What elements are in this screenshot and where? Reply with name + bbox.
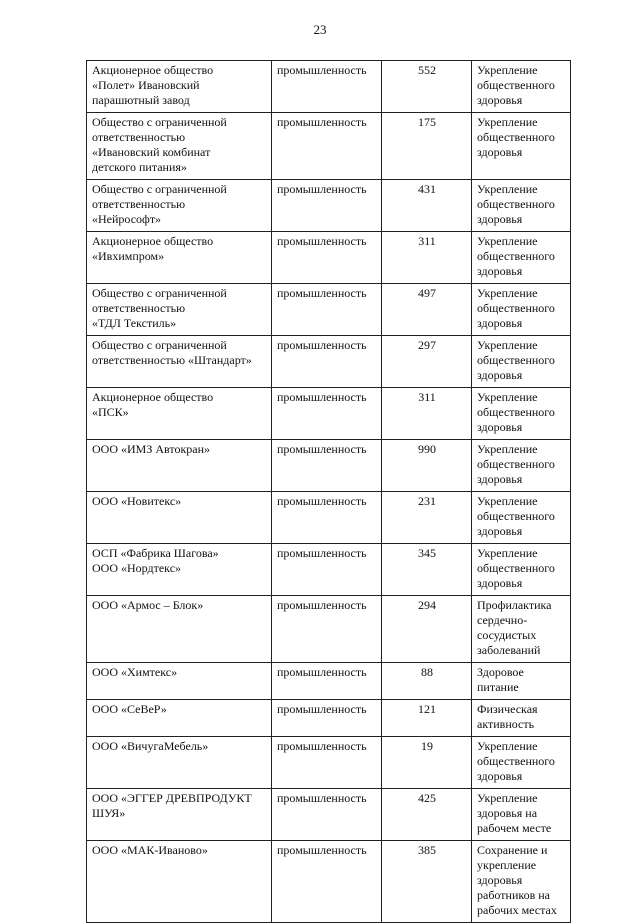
table-row <box>87 232 571 284</box>
sector-cell: промышленность <box>272 180 382 232</box>
program-cell: Физическая активность <box>472 700 571 737</box>
sector-cell: промышленность <box>272 232 382 284</box>
org-cell: ООО «Новитекс» <box>87 492 272 544</box>
sector-cell: промышленность <box>272 61 382 113</box>
count-cell: 19 <box>382 737 472 789</box>
org-cell: ООО «СеВеР» <box>87 700 272 737</box>
table-row <box>87 841 571 923</box>
org-cell: ООО «МАК-Иваново» <box>87 841 272 923</box>
org-cell: Акционерное общество «Ивхимпром» <box>87 232 272 284</box>
program-cell: Укрепление общественного здоровья <box>472 336 571 388</box>
count-cell: 121 <box>382 700 472 737</box>
org-cell: ООО «ЭГГЕР ДРЕВПРОДУКТ ШУЯ» <box>87 789 272 841</box>
org-cell: Общество с ограниченной ответственностью «Штандарт» <box>87 336 272 388</box>
count-cell: 431 <box>382 180 472 232</box>
org-cell: Общество с ограниченной ответственностью «Нейрософт» <box>87 180 272 232</box>
sector-cell: промышленность <box>272 596 382 663</box>
table-row <box>87 284 571 336</box>
table-row <box>87 180 571 232</box>
sector-cell: промышленность <box>272 284 382 336</box>
sector-cell: промышленность <box>272 663 382 700</box>
sector-cell: промышленность <box>272 544 382 596</box>
program-cell: Укрепление общественного здоровья <box>472 180 571 232</box>
sector-cell: промышленность <box>272 388 382 440</box>
org-cell: ООО «Армос – Блок» <box>87 596 272 663</box>
table-row <box>87 596 571 663</box>
table-row <box>87 440 571 492</box>
table-row <box>87 700 571 737</box>
program-cell: Укрепление здоровья на рабочем месте <box>472 789 571 841</box>
table-row <box>87 336 571 388</box>
program-cell: Укрепление общественного здоровья <box>472 492 571 544</box>
count-cell: 552 <box>382 61 472 113</box>
count-cell: 425 <box>382 789 472 841</box>
org-cell: Общество с ограниченной ответственностью «ТДЛ Текстиль» <box>87 284 272 336</box>
org-cell: Общество с ограниченной ответственностью «Ивановский комбинат детского питания» <box>87 113 272 180</box>
table-row <box>87 492 571 544</box>
count-cell: 345 <box>382 544 472 596</box>
count-cell: 497 <box>382 284 472 336</box>
sector-cell: промышленность <box>272 841 382 923</box>
table-row <box>87 737 571 789</box>
count-cell: 311 <box>382 388 472 440</box>
org-cell: ООО «Химтекс» <box>87 663 272 700</box>
count-cell: 311 <box>382 232 472 284</box>
count-cell: 297 <box>382 336 472 388</box>
org-cell: ООО «ВичугаМебель» <box>87 737 272 789</box>
organizations-table <box>86 60 571 923</box>
count-cell: 990 <box>382 440 472 492</box>
count-cell: 385 <box>382 841 472 923</box>
org-cell: ОСП «Фабрика Шагова» ООО «Нордтекс» <box>87 544 272 596</box>
table-row <box>87 61 571 113</box>
program-cell: Здоровое питание <box>472 663 571 700</box>
org-cell: Акционерное общество «Полет» Ивановский парашютный завод <box>87 61 272 113</box>
program-cell: Укрепление общественного здоровья <box>472 284 571 336</box>
table-row <box>87 388 571 440</box>
table-row <box>87 544 571 596</box>
program-cell: Сохранение и укрепление здоровья работников на рабочих местах <box>472 841 571 923</box>
org-cell: ООО «ИМЗ Автокран» <box>87 440 272 492</box>
sector-cell: промышленность <box>272 492 382 544</box>
program-cell: Профилактика сердечно- сосудистых заболеваний <box>472 596 571 663</box>
sector-cell: промышленность <box>272 113 382 180</box>
program-cell: Укрепление общественного здоровья <box>472 544 571 596</box>
sector-cell: промышленность <box>272 440 382 492</box>
count-cell: 294 <box>382 596 472 663</box>
program-cell: Укрепление общественного здоровья <box>472 737 571 789</box>
count-cell: 175 <box>382 113 472 180</box>
program-cell: Укрепление общественного здоровья <box>472 232 571 284</box>
sector-cell: промышленность <box>272 789 382 841</box>
count-cell: 231 <box>382 492 472 544</box>
program-cell: Укрепление общественного здоровья <box>472 388 571 440</box>
sector-cell: промышленность <box>272 700 382 737</box>
program-cell: Укрепление общественного здоровья <box>472 61 571 113</box>
sector-cell: промышленность <box>272 737 382 789</box>
program-cell: Укрепление общественного здоровья <box>472 113 571 180</box>
page-number: 23 <box>313 22 327 37</box>
count-cell: 88 <box>382 663 472 700</box>
table-row <box>87 789 571 841</box>
sector-cell: промышленность <box>272 336 382 388</box>
table-row <box>87 113 571 180</box>
table-row <box>87 663 571 700</box>
program-cell: Укрепление общественного здоровья <box>472 440 571 492</box>
org-cell: Акционерное общество «ПСК» <box>87 388 272 440</box>
